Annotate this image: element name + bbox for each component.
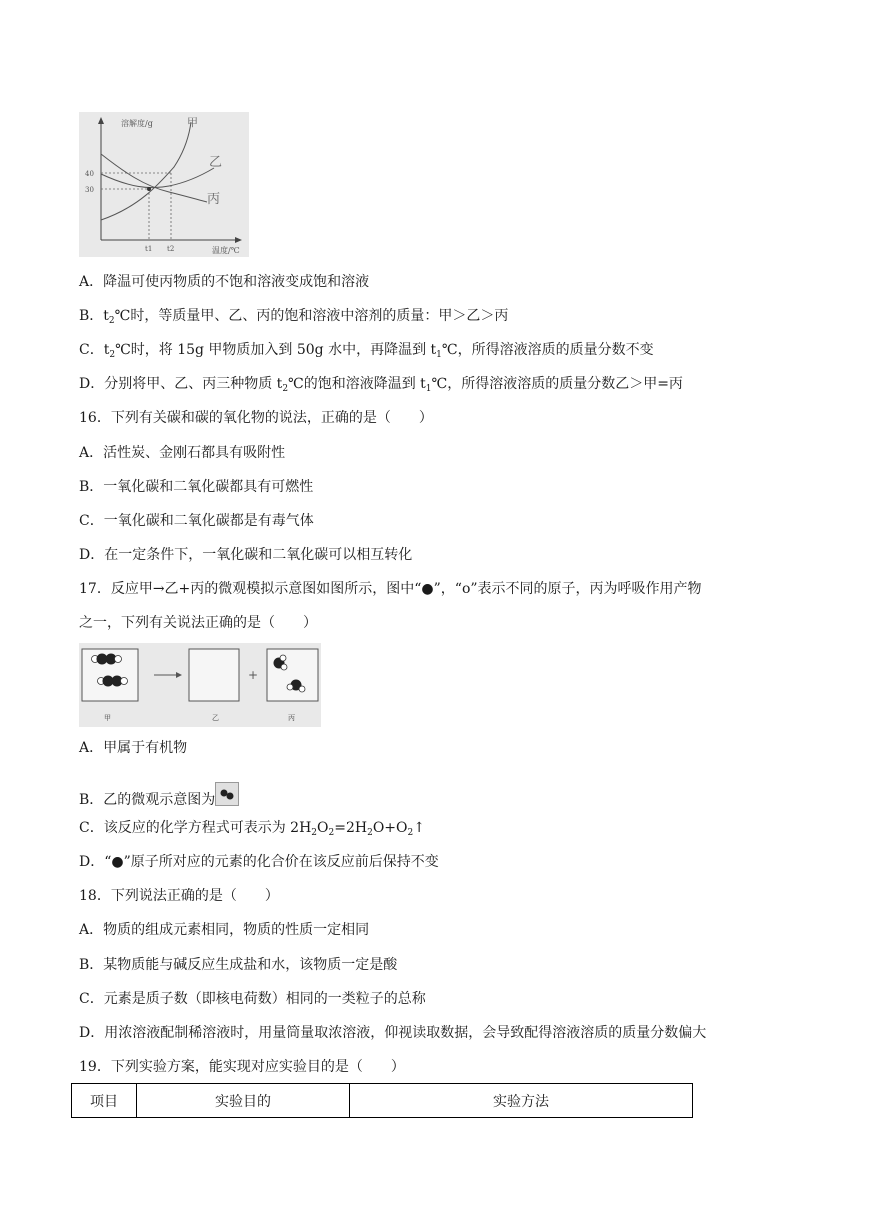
curve-jia — [101, 122, 191, 220]
table-header-method: 实验方法 — [493, 1093, 549, 1110]
q19-table-header — [71, 1083, 693, 1118]
q17-stem-line2: 之一，下列有关说法正确的是（ ） — [79, 615, 317, 631]
q16-option-d: D．在一定条件下，一氧化碳和二氧化碳可以相互转化 — [79, 547, 413, 563]
curve-label-jia: 甲 — [187, 116, 198, 129]
q15-option-c: C．$t_2℃$时，将 15g 甲物质加入到 50g 水中，再降温到 $t_1℃$，所得溶液溶质的质量分数不变 — [79, 342, 654, 360]
q16-stem: 16．下列有关碳和碳的氧化物的说法，正确的是（ ） — [79, 410, 433, 426]
q18-option-a: A．物质的组成元素相同，物质的性质一定相同 — [79, 922, 370, 938]
table-header-purpose: 实验目的 — [137, 1084, 350, 1117]
q17-stem-line1: 17．反应甲→乙+丙的微观模拟示意图如图所示，图中“●”，“o”表示不同的原子，丙为呼吸作用产物 — [79, 581, 702, 597]
x-tick-t2: t2 — [167, 245, 175, 253]
label-jia: 甲 — [104, 714, 111, 722]
table-header-item: 项目 — [72, 1084, 137, 1117]
molecule-yi-icon — [215, 782, 239, 806]
solubility-chart-svg — [79, 112, 249, 257]
q18-option-d: D．用浓溶液配制稀溶液时，用量筒量取浓溶液，仰视读取数据，会导致配得溶液溶质的质量分数偏大 — [79, 1025, 707, 1041]
solubility-chart — [79, 112, 249, 257]
q18-stem: 18．下列说法正确的是（ ） — [79, 888, 279, 904]
y-axis-label: 溶解度/g — [121, 119, 153, 128]
q16-option-b: B．一氧化碳和二氧化碳都具有可燃性 — [79, 479, 314, 495]
x-axis-label: 温度/℃ — [212, 246, 240, 255]
svg-text:+: + — [248, 668, 259, 682]
q18-option-c: C．元素是质子数（即核电荷数）相同的一类粒子的总称 — [79, 991, 426, 1007]
q15-option-a: A．降温可使丙物质的不饱和溶液变成饱和溶液 — [79, 274, 370, 290]
q17-option-a: A．甲属于有机物 — [79, 740, 188, 756]
y-tick-40: 40 — [85, 170, 94, 178]
q15-option-b: B．$t_2℃$时，等质量甲、乙、丙的饱和溶液中溶剂的质量：甲＞乙＞丙 — [79, 308, 509, 326]
y-tick-30: 30 — [85, 186, 94, 194]
curve-label-yi: 乙 — [209, 155, 223, 170]
q18-option-b: B．某物质能与碱反应生成盐和水，该物质一定是酸 — [79, 957, 398, 973]
q17-option-d: D．“●”原子所对应的元素的化合价在该反应前后保持不变 — [79, 854, 439, 870]
q16-option-c: C．一氧化碳和二氧化碳都是有毒气体 — [79, 513, 314, 529]
q15-option-d: D．分别将甲、乙、丙三种物质 $t_2℃$的饱和溶液降温到 $t_1℃$，所得溶液溶质的质量分数乙＞甲=丙 — [79, 376, 683, 394]
q16-option-a: A．活性炭、金刚石都具有吸附性 — [79, 445, 286, 461]
reaction-diagram — [79, 643, 321, 727]
label-bing: 丙 — [288, 714, 295, 722]
curve-bing — [101, 154, 207, 202]
x-tick-t1: t1 — [145, 245, 153, 253]
q17-option-b: B．乙的微观示意图为 — [79, 782, 239, 810]
q19-stem: 19．下列实验方案，能实现对应实验目的是（ ） — [79, 1059, 405, 1075]
curve-label-bing: 丙 — [207, 192, 221, 207]
label-yi: 乙 — [212, 714, 219, 722]
reaction-diagram-svg — [79, 643, 321, 727]
q17-option-c: C．该反应的化学方程式可表示为 $2H_2O_2=2H_2O+O_2↑$ — [79, 820, 425, 838]
